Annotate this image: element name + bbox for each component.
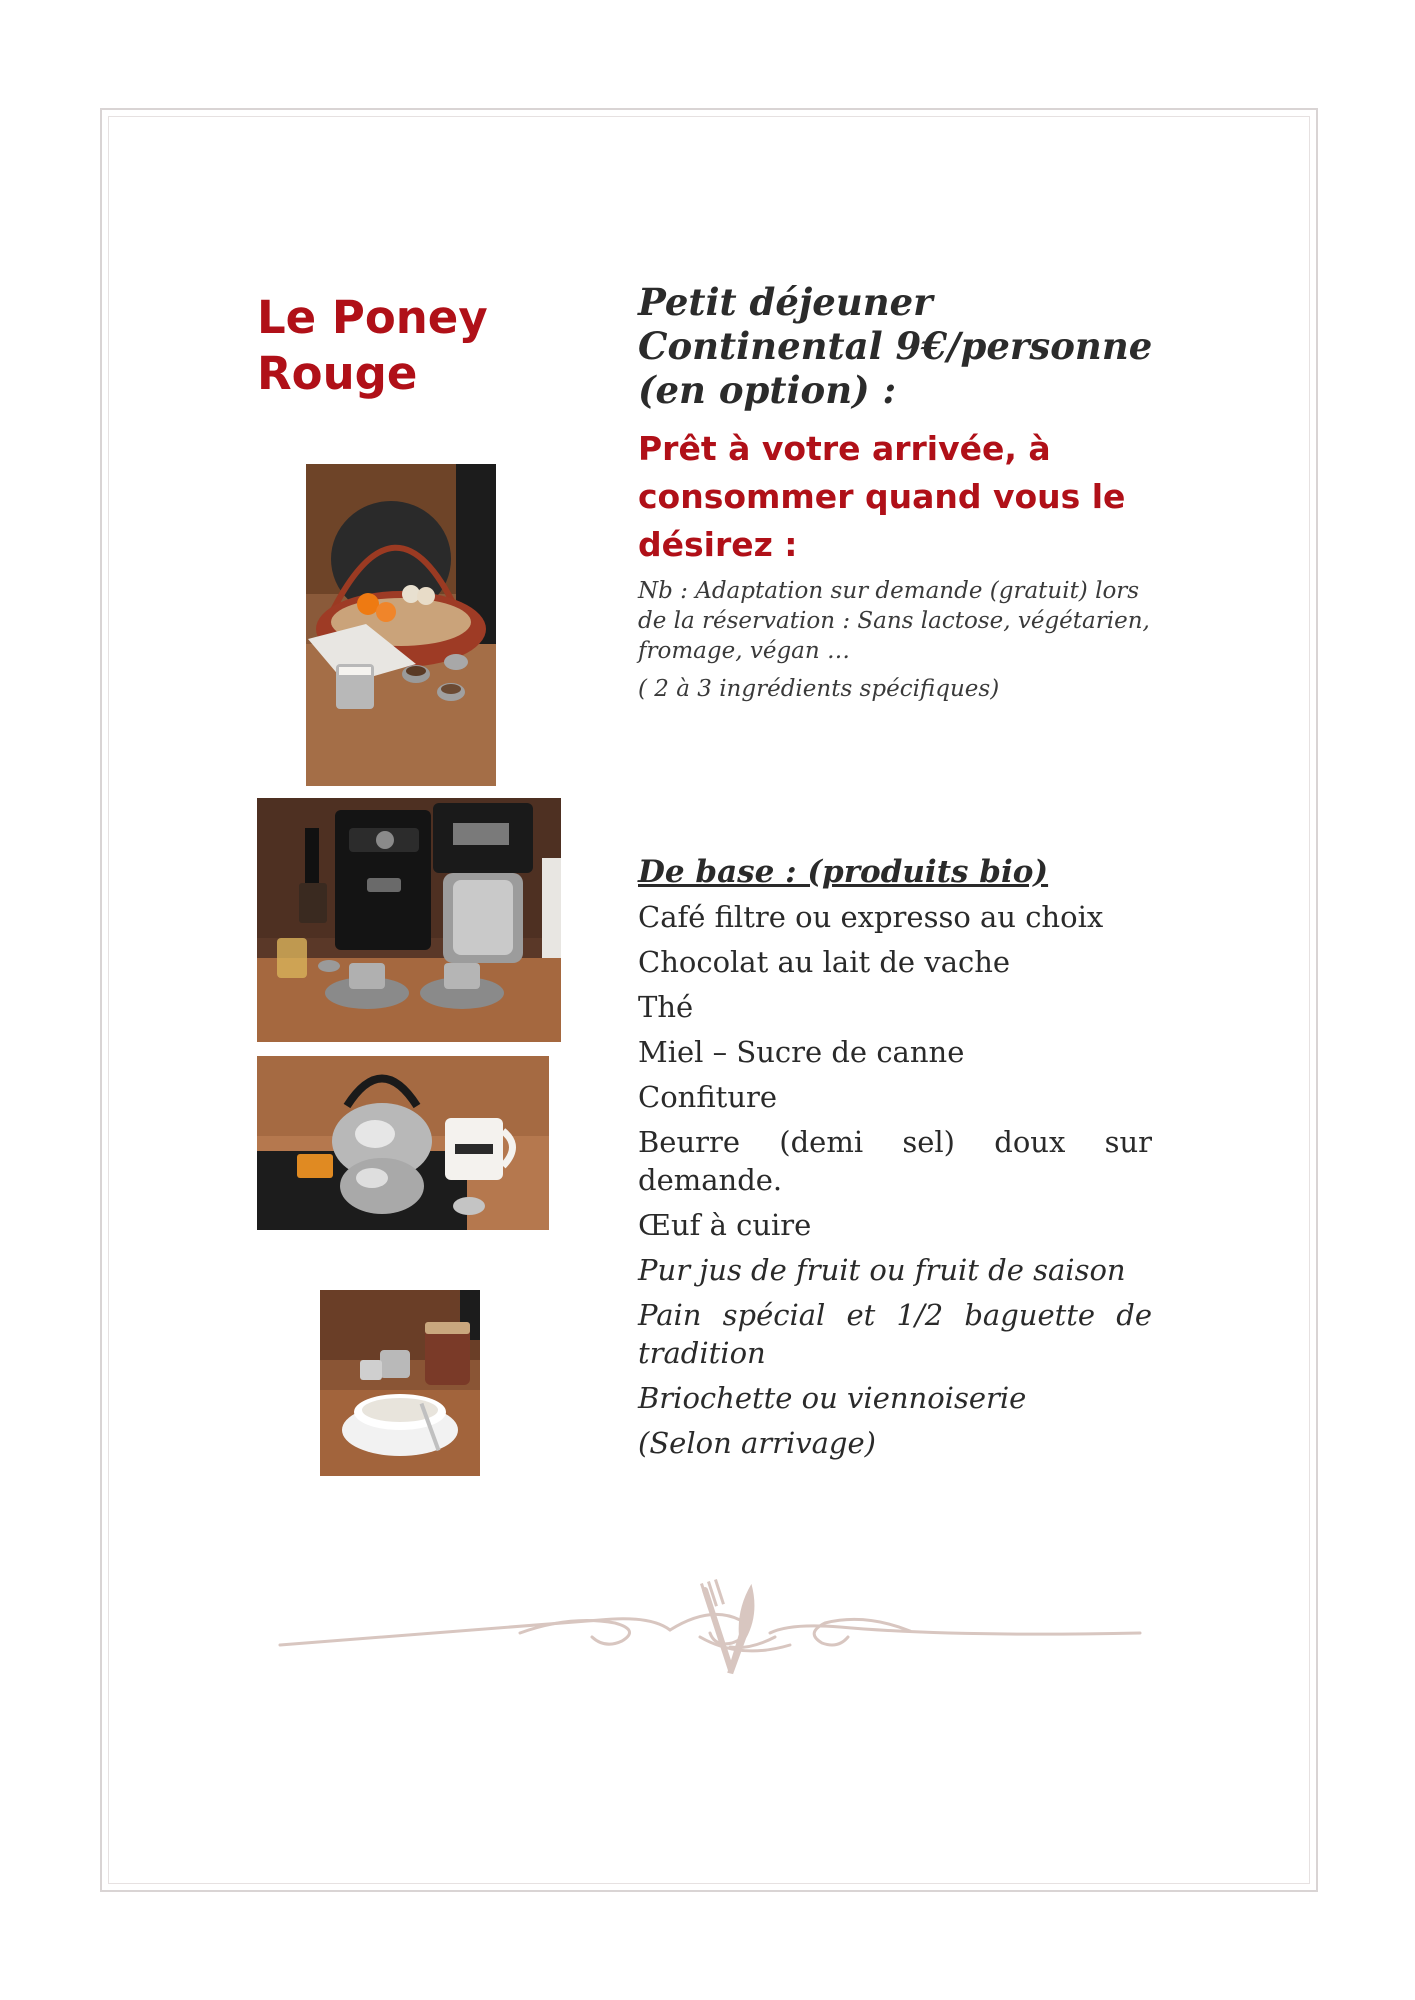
- fork-knife-flourish-icon: [270, 1575, 1150, 1685]
- basic-items-section: [638, 852, 1152, 1469]
- diet-note: [638, 576, 1158, 704]
- diet-note-text: Nb : Adaptation sur demande (gratuit) lors de la réservation : Sans lactose, végétarien, fromage, végan …: [638, 578, 1150, 664]
- photo-coffee-machines: [257, 798, 561, 1042]
- basic-items-title: De base : (produits bio): [638, 854, 1049, 890]
- list-item: Pain spécial et 1/2 baguette de tradition: [638, 1298, 1152, 1370]
- list-item: (Selon arrivage): [638, 1426, 876, 1460]
- diet-note-ingredients: ( 2 à 3 ingrédients spécifiques): [638, 676, 1000, 702]
- list-item: Confiture: [638, 1080, 778, 1114]
- basic-items-list: [638, 898, 1152, 1462]
- offer-subtitle: Prêt à votre arrivée, à consommer quand vous le désirez :: [638, 429, 1126, 564]
- photo-bowl-jars: [320, 1290, 480, 1476]
- list-item: Œuf à cuire: [638, 1208, 812, 1242]
- brand-title: Le Poney Rouge: [257, 291, 488, 400]
- list-item: Briochette ou viennoiserie: [638, 1381, 1027, 1415]
- list-item: Thé: [638, 990, 694, 1024]
- list-item: Chocolat au lait de vache: [638, 945, 1011, 979]
- list-item: Beurre (demi sel) doux sur demande.: [638, 1125, 1152, 1197]
- photo-breakfast-basket: [306, 464, 496, 786]
- offer-title: Petit déjeuner Continental 9€/personne (en option) :: [638, 280, 1153, 412]
- photo-kettle-mug: [257, 1056, 549, 1230]
- list-item: Miel – Sucre de canne: [638, 1035, 965, 1069]
- list-item: Café filtre ou expresso au choix: [638, 900, 1104, 934]
- list-item: Pur jus de fruit ou fruit de saison: [638, 1253, 1126, 1287]
